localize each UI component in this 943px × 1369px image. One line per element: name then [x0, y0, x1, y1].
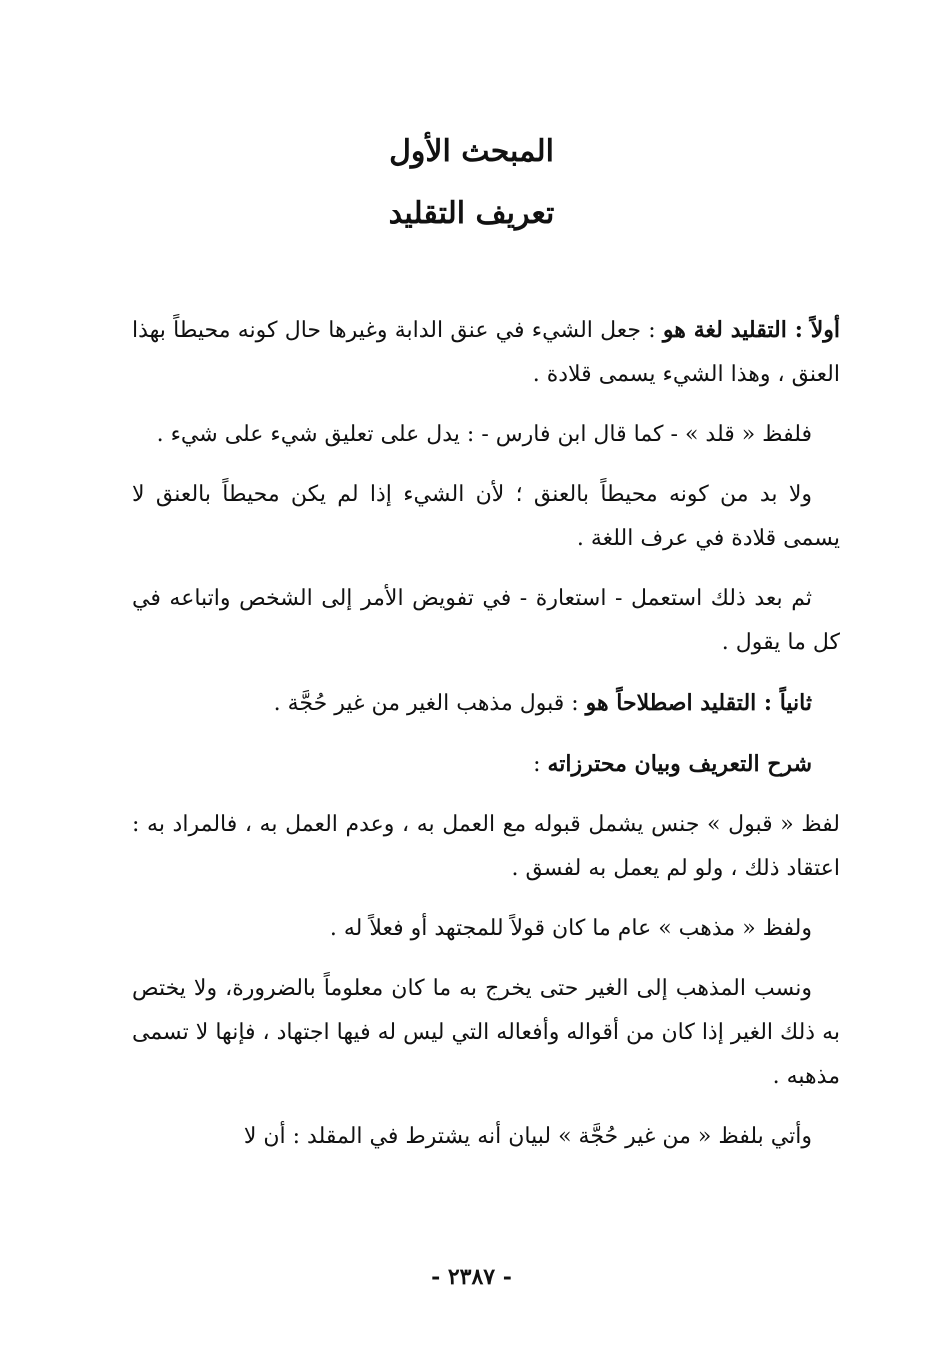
paragraph-text: ولفظ « مذهب » عام ما كان قولاً للمجتهد أو فعلاً له . — [329, 916, 812, 941]
paragraph-text: ولا بد من كونه محيطاً بالعنق ؛ لأن الشيء إذا لم يكن محيطاً بالعنق لا يسمى قلادة في عرف اللغة . — [132, 482, 840, 551]
paragraph — [132, 308, 840, 397]
paragraph-text: ونسب المذهب إلى الغير حتى يخرج به ما كان معلوماً بالضرورة، ولا يختص به ذلك الغير إذا كان من أقواله وأفعاله التي ليس له فيها اجتهاد ، فإنها لا تسمى مذهبه . — [132, 976, 840, 1089]
paragraph-text: لفظ « قبول » جنس يشمل قبوله مع العمل به ، وعدم العمل به ، فالمراد به : اعتقاد ذلك ، ولو لم يعمل به لفسق . — [132, 812, 840, 881]
paragraph-lead: شرح التعريف وبيان محترزاته — [547, 751, 812, 777]
paragraph — [132, 803, 840, 891]
paragraph-lead: أولاً : التقليد لغة هو — [662, 317, 841, 343]
paragraph-text: وأتي بلفظ « من غير حُجَّة » لبيان أنه يشترط في المقلد : أن لا — [243, 1124, 812, 1149]
chapter-subtitle: تعريف التقليد — [388, 196, 555, 231]
paragraph — [132, 473, 840, 561]
paragraph-text: : — [533, 752, 548, 777]
paragraph — [132, 577, 840, 665]
paragraph-text: : قبول مذهب الغير من غير حُجَّة . — [273, 691, 586, 716]
page-number: - ٢٣٨٧ - — [431, 1264, 512, 1290]
paragraph — [132, 681, 840, 726]
paragraph — [132, 742, 840, 787]
paragraph-text: : جعل الشيء في عنق الدابة وغيرها حال كونه محيطاً بهذا العنق ، وهذا الشيء يسمى قلادة . — [132, 318, 840, 387]
paragraph — [132, 907, 840, 951]
chapter-title: المبحث الأول — [389, 134, 554, 169]
paragraph-text: ثم بعد ذلك استعمل - استعارة - في تفويض الأمر إلى الشخص واتباعه في كل ما يقول . — [132, 586, 840, 655]
paragraph — [132, 1115, 840, 1159]
paragraph — [132, 413, 840, 457]
paragraph-text: فلفظ « قلد » - كما قال ابن فارس - : يدل على تعليق شيء على شيء . — [156, 422, 812, 447]
body-text — [132, 308, 840, 1175]
paragraph — [132, 967, 840, 1099]
paragraph-lead: ثانياً : التقليد اصطلاحاً هو — [585, 690, 812, 716]
